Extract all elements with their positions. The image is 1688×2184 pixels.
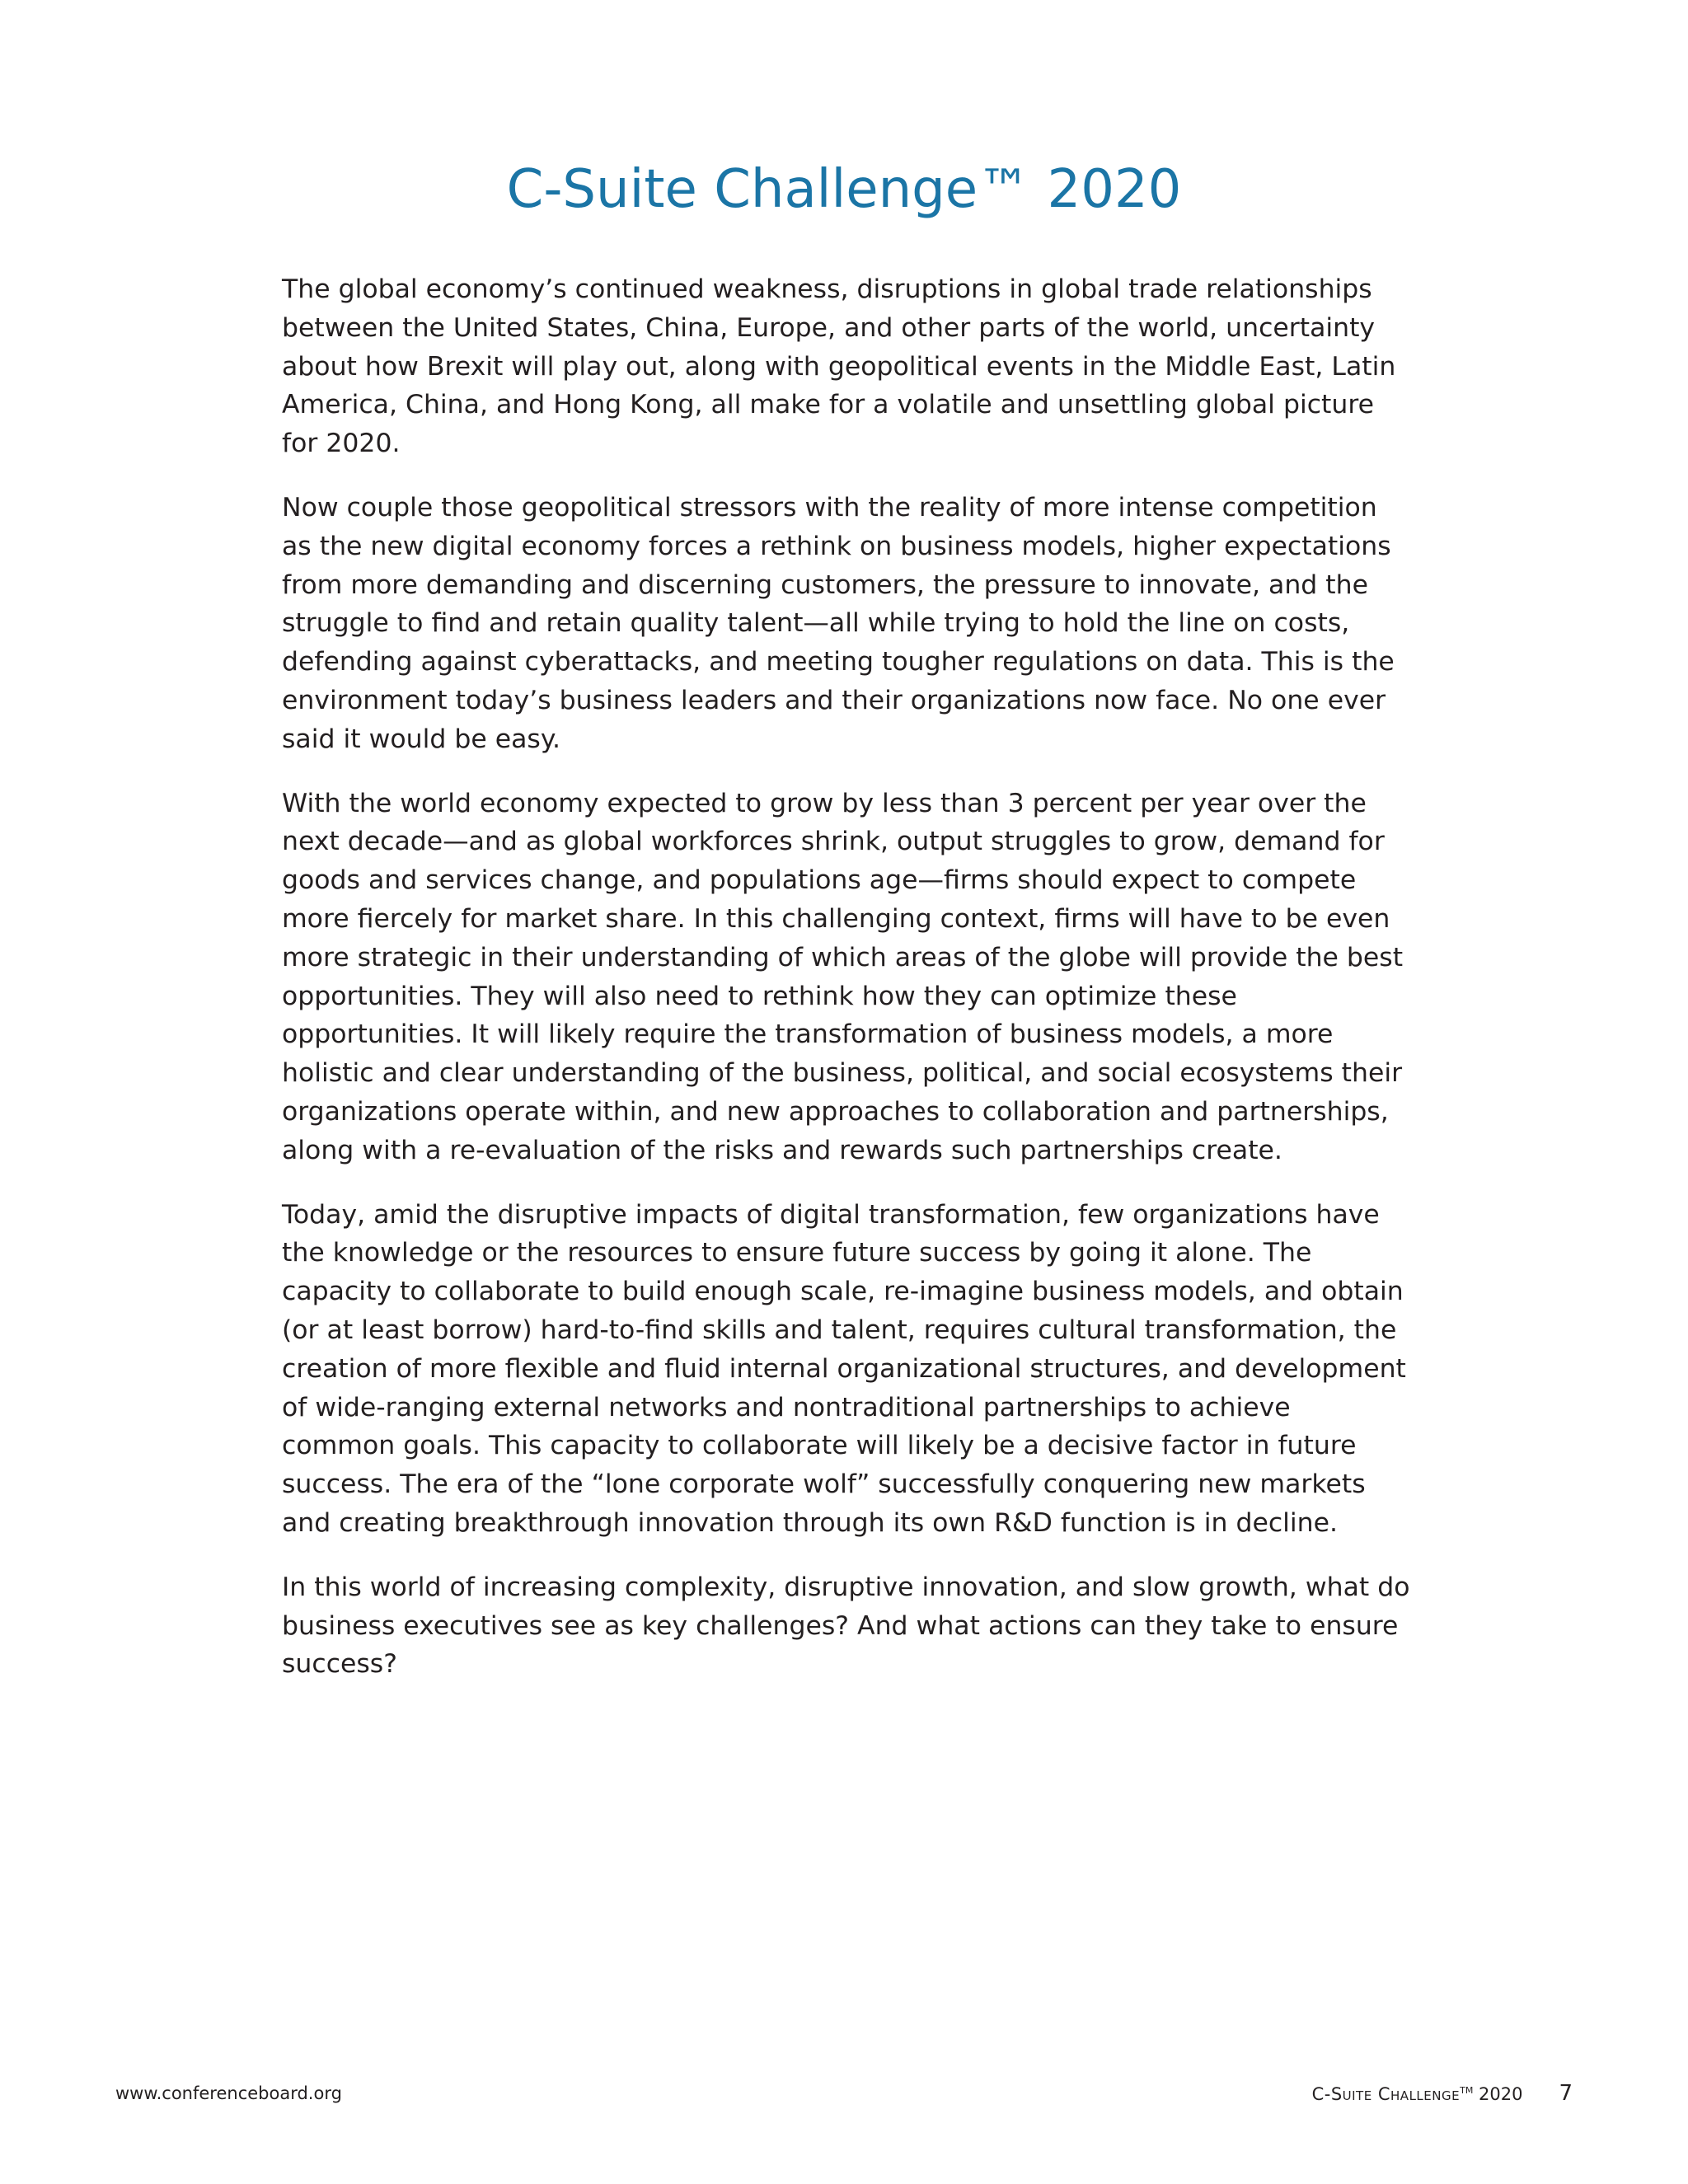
paragraph: Now couple those geopolitical stressors with the reality of more intense competition as the new digital economy forces a rethink on business models, higher expectations from more demanding and discerning customers, the pressure to innovate, and the struggle to find and retain quality talent—all while trying to hold the line on costs, defending against cyberattacks, and meeting tougher regulations on data. This is the environment today’s business leaders and their organizations now face. No one ever said it would be easy.: [282, 492, 1395, 754]
trademark-mark: TM: [1460, 2085, 1474, 2096]
running-title-year: 2020: [1479, 2084, 1523, 2104]
running-title-text: C-Suite Challenge: [1311, 2084, 1461, 2104]
paragraph: The global economy’s continued weakness, disruptions in global trade relationships between the United States, China, Europe, and other parts of the world, uncertainty about how Brexit will play out, along with geopolitical events in the Middle East, Latin America, China, and Hong Kong, all make for a volatile and unsettling global picture for 2020.: [282, 274, 1396, 459]
running-title: [1312, 2079, 1523, 2107]
page-title: C-Suite Challenge™ 2020: [506, 159, 1182, 220]
paragraph: With the world economy expected to grow by less than 3 percent per year over the next decade—and as global workforces shrink, output struggles to grow, demand for goods and services change, and populations age—firms should expect to compete more fiercely for market share. In this challenging context, firms will have to be even more strategic in their understanding of which areas of the globe will provide the best opportunities. They will also need to rethink how they can optimize these opportunities. It will likely require the transformation of business models, a more holistic and clear understanding of the business, political, and social ecosystems their organizations operate within, and new approaches to collaboration and partnerships, along with a re-evaluation of the risks and rewards such partnerships create.: [282, 788, 1404, 1165]
footer-url[interactable]: www.conferenceboard.org: [115, 2083, 342, 2103]
paragraph: In this world of increasing complexity, disruptive innovation, and slow growth, what do business executives see as key challenges? And what actions can they take to ensure success?: [282, 1572, 1410, 1680]
footer-right: [1312, 2079, 1573, 2107]
page-number: 7: [1559, 2081, 1573, 2106]
paragraph: Today, amid the disruptive impacts of digital transformation, few organizations have the knowledge or the resources to ensure future success by going it alone. The capacity to collaborate to build enough scale, re-imagine business models, and obtain (or at least borrow) hard-to-find skills and talent, requires cultural transformation, the creation of more flexible and fluid internal organizational structures, and development of wide-ranging external networks and nontraditional partnerships to achieve common goals. This capacity to collaborate will likely be a decisive factor in future success. The era of the “lone corporate wolf” successfully conquering new markets and creating breakthrough innovation through its own R&D function is in decline.: [282, 1199, 1406, 1538]
body-text: [282, 270, 1411, 1709]
